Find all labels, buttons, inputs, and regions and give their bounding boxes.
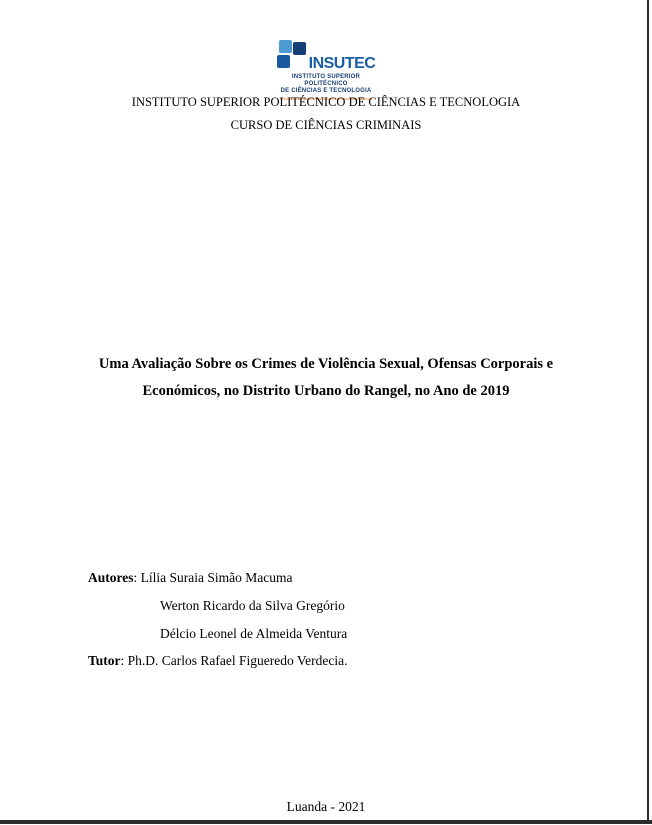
logo-name: INSUTEC (308, 55, 376, 72)
course-name: CURSO DE CIÊNCIAS CRIMINAIS (230, 118, 422, 132)
footer-place-year: Luanda - 2021 (286, 799, 366, 814)
cube-square-dark (293, 42, 306, 55)
tutor-name: Ph.D. Carlos Rafael Figueredo Verdecia. (127, 653, 348, 668)
logo-row (276, 40, 376, 71)
logo-subtitle (276, 74, 376, 95)
cube-square-mid (277, 55, 290, 68)
institution-name: INSTITUTO SUPERIOR POLITÉCNICO DE CIÊNCIAS E TECNOLOGIA (131, 95, 521, 109)
page-edge-bottom (0, 820, 652, 824)
insutec-logo (276, 40, 376, 100)
authors-line-1 (88, 564, 347, 592)
logo-subtitle-line1: INSTITUTO SUPERIOR POLITÉCNICO (291, 74, 361, 87)
logo-container (0, 40, 652, 100)
thesis-title-line1: Uma Avaliação Sobre os Crimes de Violência Sexual, Ofensas Corporais e (98, 356, 554, 372)
authors-block (88, 564, 347, 648)
authors-label: Autores (88, 570, 134, 585)
authors-separator: : (133, 570, 141, 585)
thesis-title-line2: Económicos, no Distrito Urbano do Rangel, no Ano de 2019 (142, 383, 510, 399)
tutor-label: Tutor (88, 653, 121, 668)
author-name-3: Délcio Leonel de Almeida Ventura (160, 626, 348, 641)
page-edge-right (647, 0, 649, 822)
cube-square-light (279, 40, 292, 53)
tutor-separator: : (120, 653, 128, 668)
author-name-2: Werton Ricardo da Silva Gregório (160, 598, 345, 613)
thesis-title (40, 351, 612, 405)
tutor-line (88, 653, 347, 669)
insutec-cube-icon (277, 40, 308, 71)
author-name-1: Lília Suraia Simão Macuma (140, 570, 293, 585)
logo-subtitle-line2: DE CIÊNCIAS E TECNOLOGIA (280, 88, 372, 94)
